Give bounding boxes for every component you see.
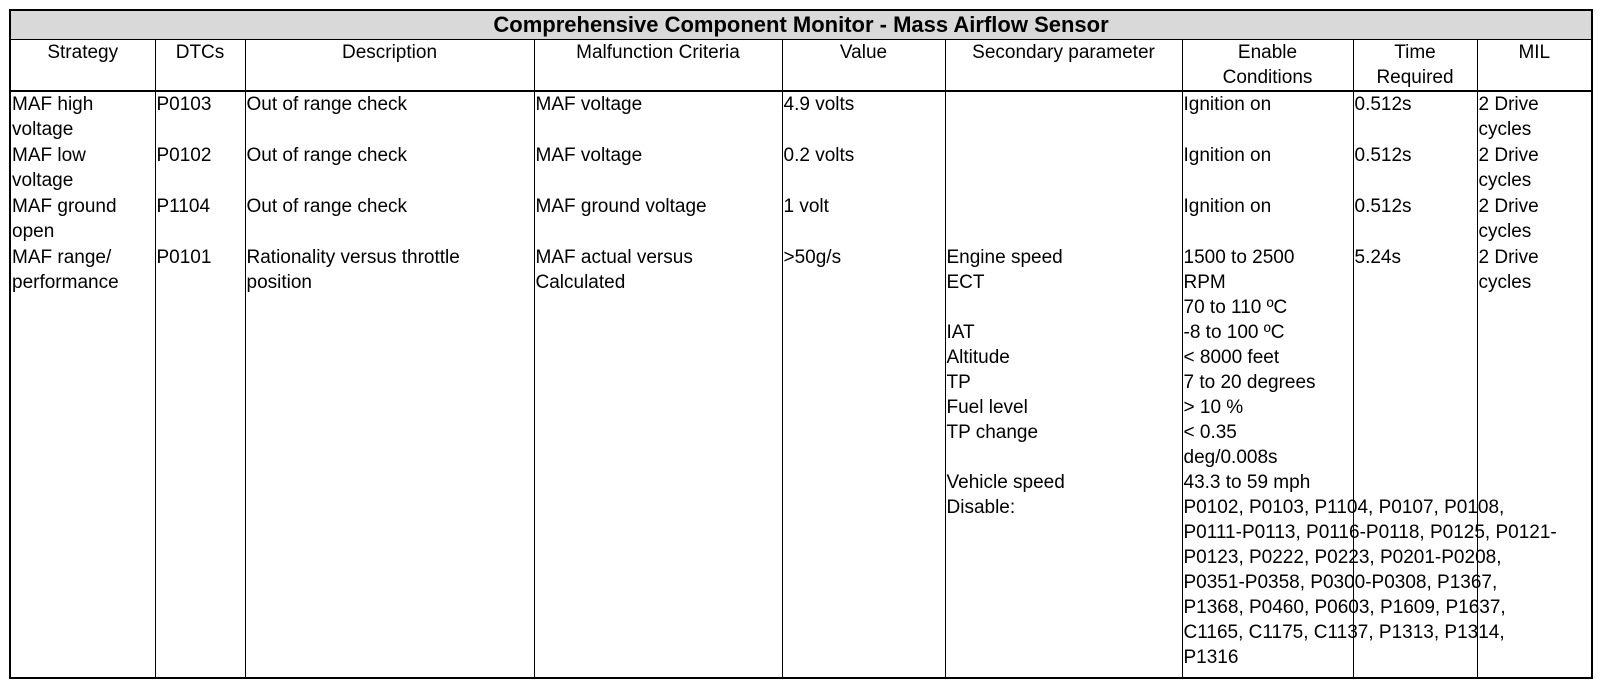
mil-cell: 2 Drive cycles — [1477, 143, 1592, 194]
header-enable-conditions: Enable Conditions — [1182, 40, 1353, 92]
mil-cell: 2 Drive cycles — [1477, 194, 1592, 245]
disable-dtc-list: P0102, P0103, P1104, P0107, P0108, P0111-P0113, P0116-P0118, P0125, P0121-P0123, P0222, P0223, P0201-P0208, P0351-P0358, P0300-P0308, P1367, P1368, P0460, P0603, P1609, P1637, C1165, C1175, C1137, P1313, P1314, P1316 — [1183, 496, 1557, 668]
value-cell: 4.9 volts — [782, 91, 945, 143]
table-row — [10, 194, 1592, 245]
dtc-cell: P0103 — [155, 91, 245, 143]
header-time-required: Time Required — [1353, 40, 1477, 92]
value-cell: 0.2 volts — [782, 143, 945, 194]
value-cell: 1 volt — [782, 194, 945, 245]
time-cell: 0.512s — [1353, 143, 1477, 194]
table-row — [10, 91, 1592, 143]
header-value: Value — [782, 40, 945, 92]
malfunction-cell: MAF voltage — [534, 143, 782, 194]
header-malfunction-criteria: Malfunction Criteria — [534, 40, 782, 92]
description-cell: Out of range check — [245, 194, 534, 245]
strategy-cell: MAF range/ performance — [10, 245, 155, 678]
dtc-cell: P0102 — [155, 143, 245, 194]
description-cell: Out of range check — [245, 143, 534, 194]
table-row — [10, 143, 1592, 194]
dtc-cell: P1104 — [155, 194, 245, 245]
malfunction-cell: MAF actual versus Calculated — [534, 245, 782, 678]
title-row — [10, 10, 1592, 40]
description-cell: Rationality versus throttle position — [245, 245, 534, 678]
header-row — [10, 40, 1592, 92]
header-strategy: Strategy — [10, 40, 155, 92]
strategy-cell: MAF low voltage — [10, 143, 155, 194]
time-cell: 5.24s — [1353, 245, 1477, 678]
strategy-cell: MAF high voltage — [10, 91, 155, 143]
malfunction-cell: MAF ground voltage — [534, 194, 782, 245]
secondary-cell — [945, 91, 1182, 143]
secondary-cell: Engine speed ECT IAT Altitude TP Fuel level TP change Vehicle speed Disable: — [945, 245, 1182, 678]
header-description: Description — [245, 40, 534, 92]
mass-airflow-monitor-table — [9, 9, 1593, 679]
header-dtcs: DTCs — [155, 40, 245, 92]
enable-cell: Ignition on — [1182, 91, 1353, 143]
mil-cell: 2 Drive cycles — [1477, 245, 1592, 678]
header-secondary-parameter: Secondary parameter — [945, 40, 1182, 92]
enable-cell: Ignition on — [1182, 194, 1353, 245]
malfunction-cell: MAF voltage — [534, 91, 782, 143]
description-cell: Out of range check — [245, 91, 534, 143]
header-mil: MIL — [1477, 40, 1592, 92]
table-title: Comprehensive Component Monitor - Mass Airflow Sensor — [10, 10, 1592, 40]
secondary-cell — [945, 143, 1182, 194]
enable-cell: Ignition on — [1182, 143, 1353, 194]
enable-conditions-list: 1500 to 2500 RPM 70 to 110 ºC -8 to 100 ºC < 8000 feet 7 to 20 degrees > 10 % < 0.35 deg/0.008s 43.3 to 59 mph — [1183, 246, 1316, 493]
strategy-cell: MAF ground open — [10, 194, 155, 245]
mil-cell: 2 Drive cycles — [1477, 91, 1592, 143]
secondary-cell — [945, 194, 1182, 245]
time-cell: 0.512s — [1353, 91, 1477, 143]
dtc-cell: P0101 — [155, 245, 245, 678]
time-cell: 0.512s — [1353, 194, 1477, 245]
value-cell: >50g/s — [782, 245, 945, 678]
table-row — [10, 245, 1592, 678]
